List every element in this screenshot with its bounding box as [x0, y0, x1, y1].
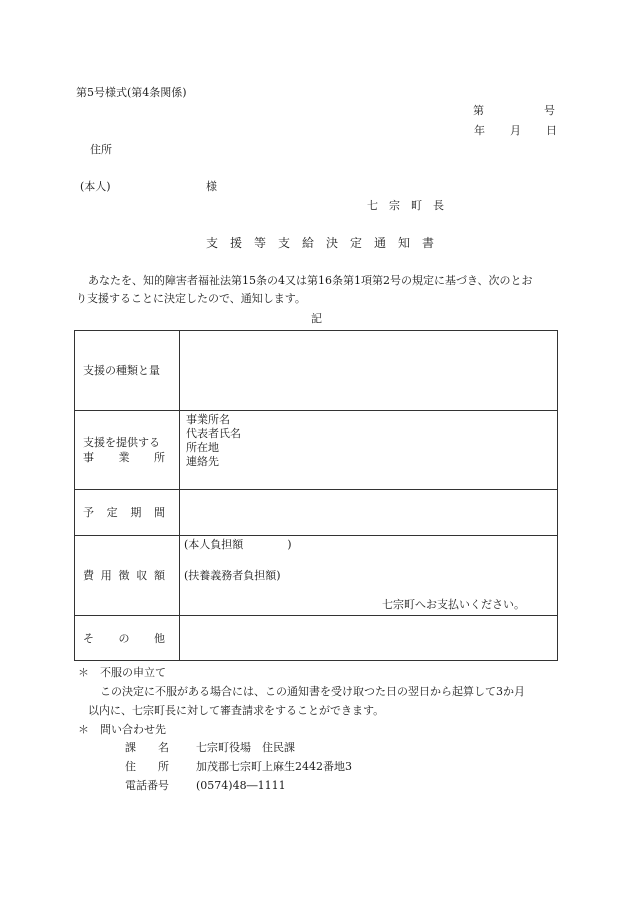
period-label-chars [83, 505, 165, 520]
contact-section-value: 七宗町役場 住民課 [196, 741, 295, 754]
note1-title: 不服の申立て [100, 666, 166, 679]
fee-label-char: 用 [100, 569, 112, 582]
date-year: 年 [474, 124, 485, 137]
provider-contact-label: 連絡先 [186, 455, 219, 468]
contact-phone-label: 電話番号 [125, 779, 169, 792]
other-label-char: そ [83, 631, 94, 645]
recipient-label: (本人) [80, 180, 111, 193]
fee-label-char: 費 [83, 569, 94, 582]
period-label [75, 490, 180, 536]
provider-name-label: 事業所名 [186, 413, 230, 426]
contact-section-label: 課 名 [125, 741, 169, 754]
note2-mark: ＊ [78, 723, 89, 736]
other-label-chars [83, 631, 165, 646]
provider-rep-label: 代表者氏名 [186, 427, 241, 440]
period-label-char: 定 [106, 506, 118, 519]
address-label: 住所 [90, 143, 112, 156]
contact-address-value: 加茂郡七宗町上麻生2442番地3 [196, 760, 352, 773]
form-number: 第5号様式(第4条関係) [76, 86, 187, 99]
table-row [75, 616, 558, 661]
table-row [75, 331, 558, 411]
payment-note: 七宗町へお支払いください。 [382, 598, 525, 611]
other-label [75, 616, 180, 661]
decision-table [74, 330, 558, 661]
provider-label [75, 411, 180, 490]
date-month: 月 [510, 124, 521, 137]
contact-address-label: 住 所 [125, 760, 169, 773]
self-burden: (本人負担額 ) [184, 538, 292, 551]
document-title: 支 援 等 支 給 決 定 通 知 書 [206, 236, 435, 250]
fee-details [180, 536, 558, 616]
note1-mark: ＊ [78, 666, 89, 679]
fee-label-char: 額 [154, 569, 165, 582]
doc-number-go: 号 [544, 104, 555, 117]
note1-line-1: この決定に不服がある場合には、この通知書を受け取つた日の翌日から起算して3か月 [100, 685, 525, 698]
provider-label-line2 [83, 450, 165, 465]
period-label-char: 間 [153, 506, 165, 519]
support-type-value [180, 331, 558, 411]
body-line-1: あなたを、知的障害者福祉法第15条の4又は第16条第1項第2号の規定に基づき、次のとお [88, 274, 533, 287]
fee-label-chars [83, 568, 165, 583]
table-row [75, 411, 558, 490]
fee-label [75, 536, 180, 616]
provider-details [180, 411, 558, 490]
period-value [180, 490, 558, 536]
recipient-honorific: 様 [206, 180, 217, 193]
period-label-char: 期 [130, 506, 142, 519]
provider-address-label: 所在地 [186, 441, 219, 454]
body-line-2: り支援することに決定したので、通知します。 [76, 292, 306, 305]
doc-number-dai: 第 [473, 104, 484, 117]
period-label-char: 予 [83, 506, 94, 519]
provider-label-char: 所 [154, 451, 165, 464]
supporter-burden: (扶養義務者負担額) [184, 569, 281, 582]
contact-phone-value: (0574)48―1111 [196, 779, 286, 792]
provider-label-line1: 支援を提供する [83, 436, 160, 449]
fee-label-char: 徴 [118, 569, 130, 582]
table-row [75, 536, 558, 616]
other-value [180, 616, 558, 661]
ki-mark: 記 [311, 312, 322, 325]
note2-title: 問い合わせ先 [100, 723, 166, 736]
table-row [75, 490, 558, 536]
fee-label-char: 収 [136, 569, 148, 582]
other-label-char: の [118, 631, 130, 645]
provider-label-char: 事 [83, 451, 94, 464]
provider-label-char: 業 [118, 451, 130, 464]
support-type-label: 支援の種類と量 [75, 331, 180, 411]
date-day: 日 [546, 124, 557, 137]
other-label-char: 他 [154, 631, 165, 645]
note1-line-2: 以内に、七宗町長に対して審査請求をすることができます。 [88, 704, 385, 717]
sender: 七 宗 町 長 [367, 199, 444, 212]
